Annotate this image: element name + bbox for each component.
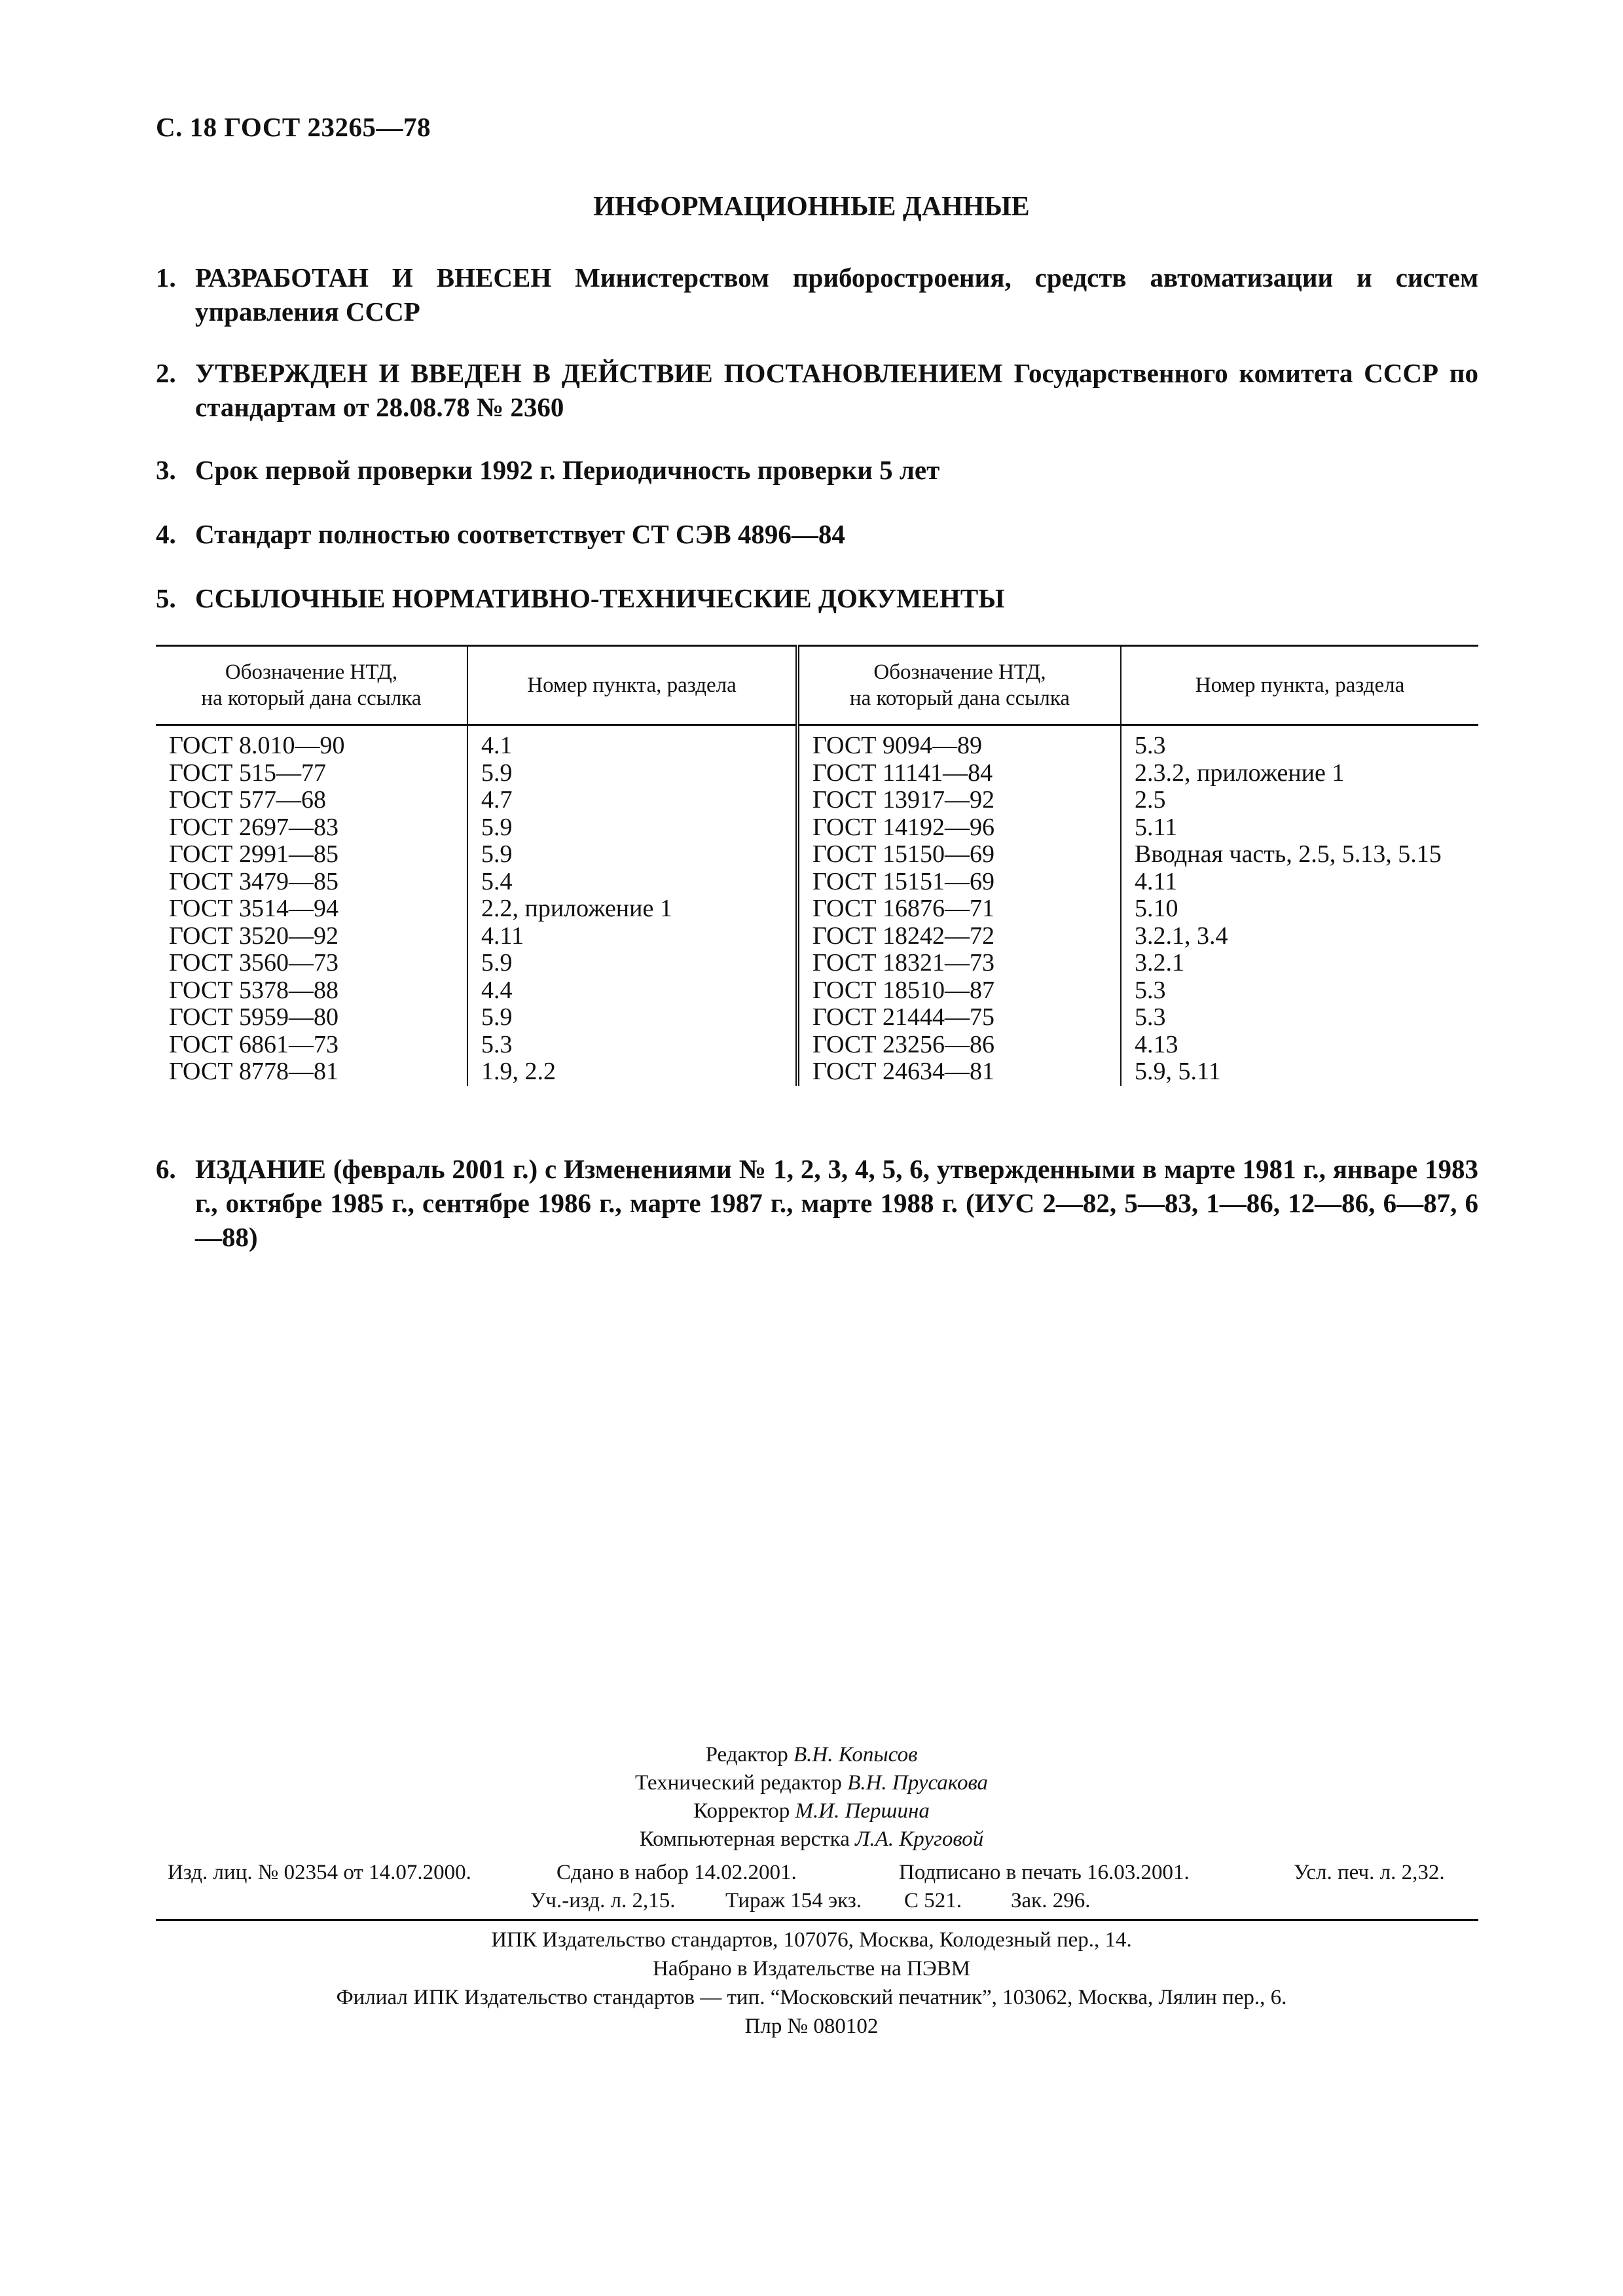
document-title: ИНФОРМАЦИОННЫЕ ДАННЫЕ — [593, 192, 1030, 222]
table-cell-doc: ГОСТ 14192—96 — [812, 813, 994, 841]
table-cell-ref: Вводная часть, 2.5, 5.13, 5.15 — [1135, 840, 1442, 868]
credit-role: Корректор — [693, 1799, 790, 1823]
credit-name: М.И. Першина — [795, 1799, 930, 1823]
table-cell-ref: 4.13 — [1135, 1030, 1178, 1058]
references-table — [156, 645, 1478, 1086]
table-cell-ref: 5.9, 5.11 — [1135, 1058, 1221, 1085]
clause-text: УТВЕРЖДЕН И ВВЕДЕН В ДЕЙСТВИЕ ПОСТАНОВЛЕНИЕМ Государственного комитета СССР по стандартам от 28.08.78 № 2360 — [195, 358, 1478, 422]
clause-5 — [156, 581, 1478, 615]
table-cell-doc: ГОСТ 6861—73 — [169, 1030, 338, 1058]
imprint-print-run: Тираж 154 экз. — [725, 1889, 862, 1912]
clause-number: 6. — [156, 1154, 176, 1184]
table-cell-doc: ГОСТ 8778—81 — [169, 1058, 338, 1085]
clause-6 — [156, 1152, 1478, 1254]
imprint-line-2 — [156, 1887, 1478, 1915]
table-cell-ref: 5.3 — [1135, 732, 1166, 759]
publisher-block — [0, 1926, 1623, 2041]
right-refs-column — [1121, 725, 1478, 1086]
header-label: Номер пункта, раздела — [1195, 673, 1405, 697]
table-cell-doc: ГОСТ 21444—75 — [812, 1003, 994, 1031]
table-cell-doc: ГОСТ 3520—92 — [169, 922, 338, 950]
clause-number: 2. — [156, 358, 176, 388]
divider-rule — [156, 1919, 1478, 1921]
clause-3 — [156, 453, 1478, 487]
credits-block — [0, 1741, 1623, 1854]
table-cell-ref: 4.4 — [481, 976, 513, 1004]
table-cell-ref: 3.2.1, 3.4 — [1135, 922, 1228, 950]
table-cell-ref: 5.9 — [481, 759, 513, 787]
table-cell-doc: ГОСТ 2991—85 — [169, 840, 338, 868]
clause-text: Срок первой проверки 1992 г. Периодичность проверки 5 лет — [195, 455, 940, 485]
credit-role: Компьютерная верстка — [639, 1827, 850, 1851]
table-cell-doc: ГОСТ 15151—69 — [812, 867, 994, 895]
table-cell-ref: 4.1 — [481, 732, 513, 759]
table-cell-ref: 2.5 — [1135, 786, 1166, 814]
publisher-line: ИПК Издательство стандартов, 107076, Москва, Колодезный пер., 14. — [491, 1928, 1132, 1952]
left-docs-column — [156, 725, 467, 1086]
clause-number: 3. — [156, 455, 176, 485]
table-cell-ref: 1.9, 2.2 — [481, 1058, 556, 1085]
table-cell-ref: 5.9 — [481, 813, 513, 841]
table-cell-ref: 5.4 — [481, 867, 513, 895]
imprint-code: С 521. — [904, 1889, 962, 1912]
imprint-order: Зак. 296. — [1011, 1889, 1091, 1912]
credit-name: В.Н. Прусакова — [847, 1771, 989, 1795]
table-cell-ref: 4.7 — [481, 786, 513, 814]
imprint-license: Изд. лиц. № 02354 от 14.07.2000. — [168, 1861, 471, 1884]
table-cell-ref: 4.11 — [481, 922, 524, 950]
credit-role: Редактор — [705, 1743, 788, 1767]
table-cell-doc: ГОСТ 2697—83 — [169, 813, 338, 841]
clause-number: 5. — [156, 583, 176, 613]
table-cell-ref: 5.11 — [1135, 813, 1178, 841]
credit-editor — [0, 1741, 1623, 1769]
publisher-line: Филиал ИПК Издательство стандартов — тип. “Московский печатник”, 103062, Москва, Лялин пер., 6. — [336, 1986, 1287, 2009]
table-body-row — [156, 725, 1478, 1086]
table-cell-ref: 2.2, приложение 1 — [481, 895, 672, 922]
table-cell-doc: ГОСТ 11141—84 — [812, 759, 993, 787]
credit-corrector — [0, 1797, 1623, 1825]
table-cell-doc: ГОСТ 16876—71 — [812, 895, 994, 922]
publisher-line: Набрано в Издательстве на ПЭВМ — [653, 1957, 970, 1981]
credit-tech-editor — [0, 1769, 1623, 1797]
table-cell-doc: ГОСТ 23256—86 — [812, 1030, 994, 1058]
credit-layout — [0, 1825, 1623, 1854]
table-cell-doc: ГОСТ 5378—88 — [169, 976, 338, 1004]
header-doc-left — [156, 646, 467, 725]
clause-number: 4. — [156, 519, 176, 549]
imprint-print-sheets: Усл. печ. л. 2,32. — [1294, 1861, 1445, 1884]
table-cell-doc: ГОСТ 5959—80 — [169, 1003, 338, 1031]
header-doc-right — [797, 646, 1121, 725]
table-cell-doc: ГОСТ 577—68 — [169, 786, 326, 814]
imprint-typeset-date: Сдано в набор 14.02.2001. — [556, 1861, 797, 1884]
table-cell-doc: ГОСТ 9094—89 — [812, 732, 982, 759]
table-cell-doc: ГОСТ 18242—72 — [812, 922, 994, 950]
table-cell-doc: ГОСТ 8.010—90 — [169, 732, 345, 759]
clause-2 — [156, 356, 1478, 424]
table-cell-doc: ГОСТ 3479—85 — [169, 867, 338, 895]
publisher-line: Плр № 080102 — [744, 2015, 879, 2038]
table-cell-ref: 5.3 — [1135, 976, 1166, 1004]
table-header-row — [156, 646, 1478, 725]
table-cell-ref: 5.10 — [1135, 895, 1178, 922]
credit-name: В.Н. Копысов — [793, 1743, 918, 1767]
clause-1 — [156, 260, 1478, 329]
clause-text: ИЗДАНИЕ (февраль 2001 г.) с Изменениями № 1, 2, 3, 4, 5, 6, утвержденными в марте 1981 г., январе 1983 г., октябре 1985 г., сентябре 1986 г., марте 1987 г., марте 1988 г. (ИУС 2—82, 5—83, 1—86, 12—86, 6—87, 6—88) — [195, 1154, 1478, 1252]
table-cell-ref: 5.3 — [481, 1030, 513, 1058]
table-cell-ref: 2.3.2, приложение 1 — [1135, 759, 1345, 787]
header-ref-left — [467, 646, 797, 725]
left-refs-column — [467, 725, 797, 1086]
table-cell-doc: ГОСТ 15150—69 — [812, 840, 994, 868]
credit-name: Л.А. Круговой — [855, 1827, 984, 1851]
table-cell-ref: 5.9 — [481, 1003, 513, 1031]
imprint-line-1 — [156, 1859, 1478, 1887]
imprint-print-date: Подписано в печать 16.03.2001. — [899, 1861, 1190, 1884]
imprint-publ-sheets: Уч.-изд. л. 2,15. — [530, 1889, 676, 1912]
table-cell-ref: 4.11 — [1135, 867, 1178, 895]
table-cell-doc: ГОСТ 515—77 — [169, 759, 326, 787]
table-cell-doc: ГОСТ 18321—73 — [812, 949, 994, 977]
page-header: С. 18 ГОСТ 23265—78 — [156, 112, 431, 142]
table-cell-doc: ГОСТ 13917—92 — [812, 786, 994, 814]
header-label: Обозначение НТД, на который дана ссылка — [201, 660, 422, 710]
clause-text: РАЗРАБОТАН И ВНЕСЕН Министерством приборостроения, средств автоматизации и систем управления СССР — [195, 262, 1478, 327]
credit-role: Технический редактор — [634, 1771, 842, 1795]
header-label: Номер пункта, раздела — [527, 673, 737, 697]
table-cell-doc: ГОСТ 3560—73 — [169, 949, 338, 977]
clause-4 — [156, 517, 1478, 551]
clause-text: Стандарт полностью соответствует СТ СЭВ 4896—84 — [195, 519, 845, 549]
table-cell-ref: 3.2.1 — [1135, 949, 1184, 977]
table-cell-ref: 5.3 — [1135, 1003, 1166, 1031]
imprint-block — [156, 1859, 1478, 1915]
header-label: Обозначение НТД, на который дана ссылка — [849, 660, 1070, 710]
header-ref-right — [1121, 646, 1478, 725]
right-docs-column — [797, 725, 1121, 1086]
table-cell-ref: 5.9 — [481, 840, 513, 868]
table-cell-doc: ГОСТ 24634—81 — [812, 1058, 994, 1085]
table-cell-ref: 5.9 — [481, 949, 513, 977]
clause-number: 1. — [156, 262, 176, 293]
table-cell-doc: ГОСТ 18510—87 — [812, 976, 994, 1004]
clause-text: ССЫЛОЧНЫЕ НОРМАТИВНО-ТЕХНИЧЕСКИЕ ДОКУМЕНТЫ — [195, 583, 1005, 613]
table-cell-doc: ГОСТ 3514—94 — [169, 895, 338, 922]
